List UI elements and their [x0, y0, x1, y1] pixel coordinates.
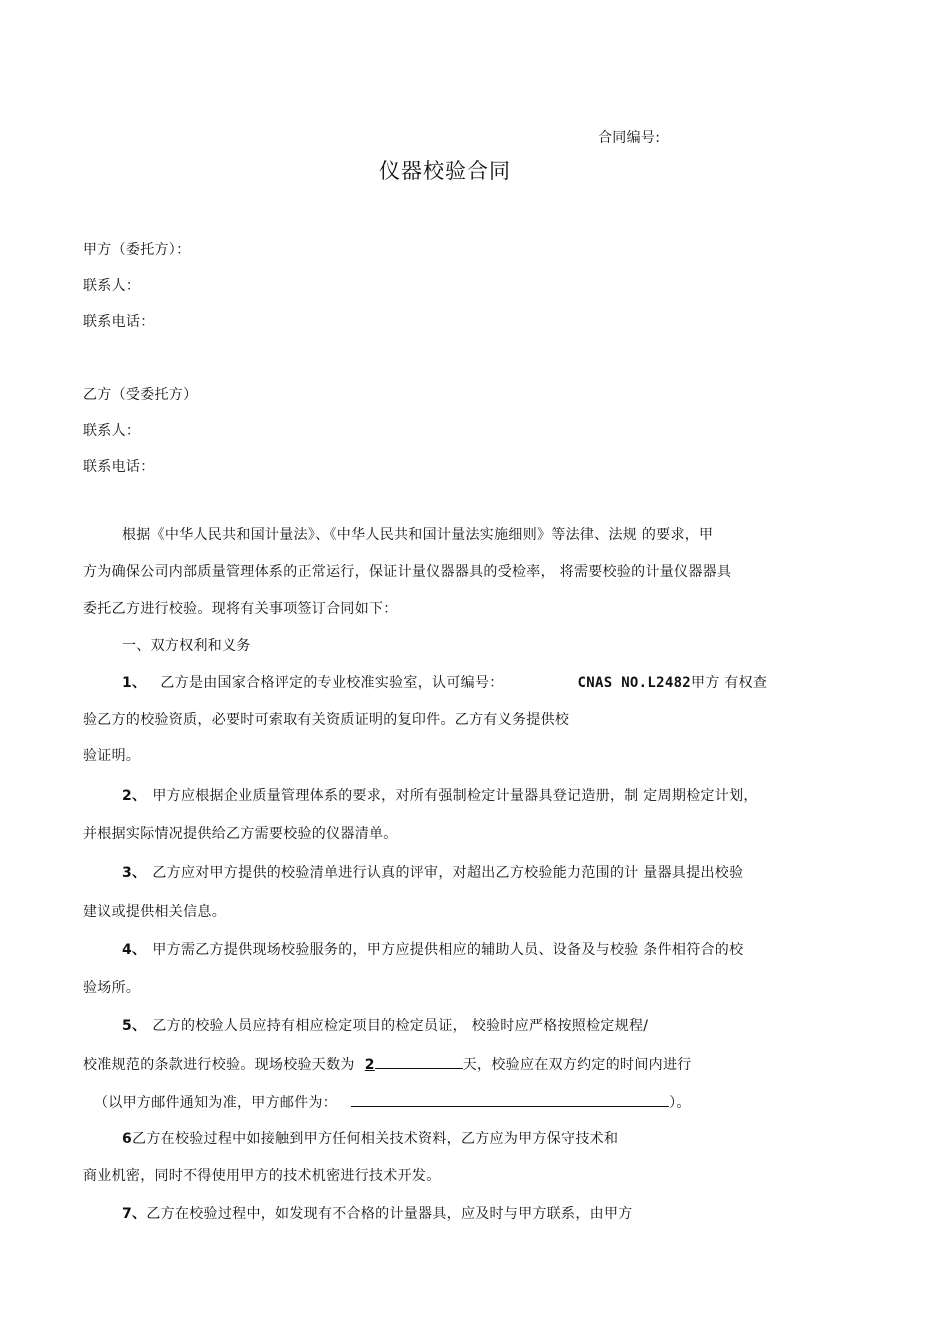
- document-title: 仪器校验合同: [379, 159, 511, 183]
- days-underline: [375, 1054, 463, 1069]
- party-b-label: 乙方（受委托方）: [83, 387, 198, 403]
- clause-1-line-3: 验证明。: [83, 748, 141, 764]
- party-a-phone-label: 联系电话：: [83, 314, 155, 330]
- clause-3-line-1: [122, 863, 743, 883]
- clause-2-number: 2、: [122, 788, 147, 804]
- clause-2-line-2: 并根据实际情况提供给乙方需要校验的仪器清单。: [83, 826, 398, 842]
- clause-3-number: 3、: [122, 865, 147, 881]
- cnas-accreditation-number: CNAS NO.L2482: [577, 675, 692, 691]
- party-b-contact-label: 联系人：: [83, 423, 141, 439]
- clause-4-line-1: [122, 940, 743, 960]
- clause-1-text-a: 乙方是由国家合格评定的专业校准实验室，认可编号：: [160, 675, 504, 691]
- clause-1-number: 1、: [122, 675, 147, 691]
- clause-7-number: 7、: [122, 1206, 147, 1222]
- clause-5-text-b: 天，校验应在双方约定的时间内进行: [462, 1057, 692, 1073]
- clause-5-text: 乙方的校验人员应持有相应检定项目的检定员证， 校验时应严格按照检定规程/: [152, 1018, 649, 1034]
- clause-3-text: 乙方应对甲方提供的校验清单进行认真的评审，对超出乙方校验能力范围的计 量器具提出校验: [152, 865, 744, 881]
- clause-3-line-2: 建议或提供相关信息。: [83, 904, 226, 920]
- clause-4-number: 4、: [122, 942, 147, 958]
- party-b-phone-label: 联系电话：: [83, 459, 155, 475]
- clause-6-line-2: 商业机密，同时不得使用甲方的技术机密进行技术开发。: [83, 1168, 441, 1184]
- clause-2-line-1: [122, 786, 758, 806]
- contract-number-label: 合同编号:: [598, 130, 661, 146]
- clause-5-number: 5、: [122, 1018, 147, 1034]
- clause-5-text-a: 校准规范的条款进行校验。现场校验天数为: [83, 1057, 355, 1073]
- clause-5-text-d: ）。: [669, 1095, 691, 1111]
- clause-1-line-1: [122, 673, 767, 693]
- party-a-contact-label: 联系人：: [83, 278, 141, 294]
- clause-5-text-c: （以甲方邮件通知为准，甲方邮件为：: [94, 1095, 338, 1111]
- intro-line-3: 委托乙方进行校验。现将有关事项签订合同如下：: [83, 601, 398, 617]
- clause-6-number: 6: [122, 1131, 133, 1147]
- clause-6-line-1: [122, 1129, 618, 1149]
- clause-2-text: 甲方应根据企业质量管理体系的要求，对所有强制检定计量器具登记造册，制 定周期检定计划，: [152, 788, 758, 804]
- clause-4-line-2: 验场所。: [83, 980, 141, 996]
- clause-4-text: 甲方需乙方提供现场校验服务的，甲方应提供相应的辅助人员、设备及与校验 条件相符合的校: [152, 942, 744, 958]
- clause-1-line-2: 验乙方的校验资质，必要时可索取有关资质证明的复印件。乙方有义务提供校: [83, 712, 570, 728]
- clause-1-text-b: 甲方 有权查: [691, 675, 768, 691]
- clause-5-line-3: [94, 1092, 691, 1113]
- clause-5-line-2: [83, 1054, 692, 1075]
- clause-5-line-1: [122, 1016, 648, 1036]
- clause-7-text: 乙方在校验过程中，如发现有不合格的计量器具，应及时与甲方联系，由甲方: [146, 1206, 633, 1222]
- inspection-days-value: 2: [364, 1057, 375, 1073]
- clause-7-line-1: [122, 1204, 633, 1224]
- party-a-label: 甲方（委托方）：: [83, 242, 191, 258]
- intro-line-2: 方为确保公司内部质量管理体系的正常运行，保证计量仪器器具的受检率， 将需要校验的计量仪器器具: [83, 564, 732, 580]
- intro-line-1: 根据《中华人民共和国计量法》、《中华人民共和国计量法实施细则》等法律、法规 的要求，甲: [122, 527, 714, 543]
- clause-6-text: 乙方在校验过程中如接触到甲方任何相关技术资料，乙方应为甲方保守技术和: [132, 1131, 619, 1147]
- section-1-heading: 一、双方权利和义务: [122, 638, 251, 654]
- email-blank-field[interactable]: [351, 1092, 669, 1107]
